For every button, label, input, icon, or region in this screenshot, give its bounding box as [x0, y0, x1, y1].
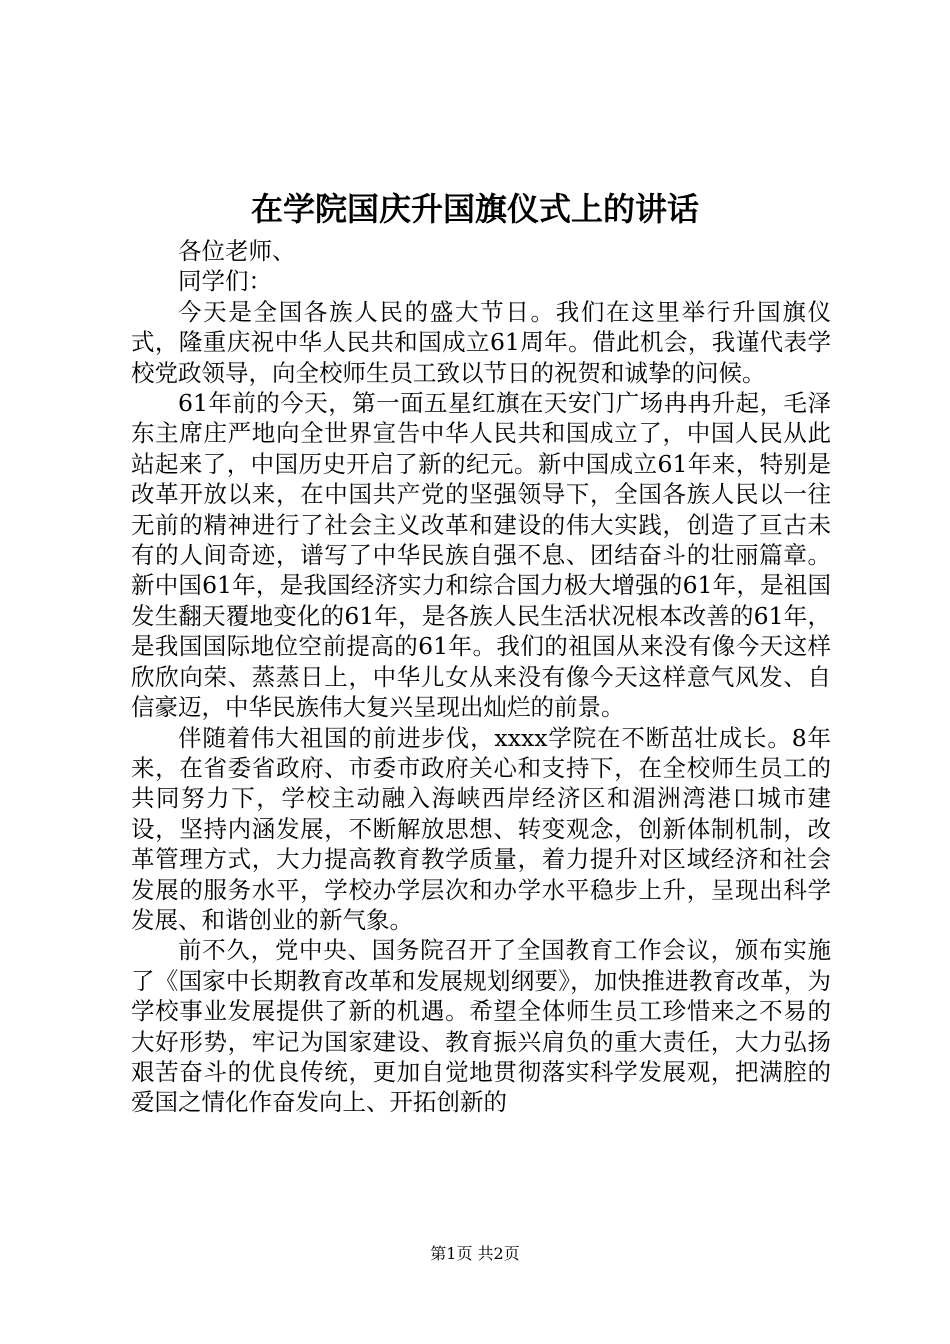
paragraph-1: 今天是全国各族人民的盛大节日。我们在这里举行升国旗仪式，隆重庆祝中华人民共和国成立61周年。借此机会，我谨代表学校党政领导，向全校师生员工致以节日的祝贺和诚挚的问候。: [131, 297, 831, 387]
page-number-footer: 第1页 共2页: [430, 1244, 520, 1263]
paragraph-3: 伴随着伟大祖国的前进步伐，xxxx学院在不断茁壮成长。8年来，在省委省政府、市委市政府关心和支持下，在全校师生员工的共同努力下，学校主动融入海峡西岸经济区和湄洲湾港口城市建设，坚持内涵发展，不断解放思想、转变观念，创新体制机制，改革管理方式，大力提高教育教学质量，着力提升对区域经济和社会发展的服务水平，学校办学层次和办学水平稳步上升，呈现出科学发展、和谐创业的新气象。: [131, 723, 831, 934]
document-title: 在学院国庆升国旗仪式上的讲话: [250, 190, 699, 228]
paragraph-2: 61年前的今天，第一面五星红旗在天安门广场冉冉升起，毛泽东主席庄严地向全世界宣告中华人民共和国成立了，中国人民从此站起来了，中国历史开启了新的纪元。新中国成立61年来，特别是改革开放以来，在中国共产党的坚强领导下，全国各族人民以一往无前的精神进行了社会主义改革和建设的伟大实践，创造了亘古未有的人间奇迹，谱写了中华民族自强不息、团结奋斗的壮丽篇章。新中国61年，是我国经济实力和综合国力极大增强的61年，是祖国发生翻天覆地变化的61年，是各族人民生活状况根本改善的61年，是我国国际地位空前提高的61年。我们的祖国从来没有像今天这样欣欣向荣、蒸蒸日上，中华儿女从来没有像今天这样意气风发、自信豪迈，中华民族伟大复兴呈现出灿烂的前景。: [131, 389, 831, 722]
document-body: [131, 236, 831, 1118]
paragraph-4: 前不久，党中央、国务院召开了全国教育工作会议，颁布实施了《国家中长期教育改革和发展规划纲要》，加快推进教育改革，为学校事业发展提供了新的机遇。希望全体师生员工珍惜来之不易的大好形势，牢记为国家建设、教育振兴肩负的重大责任，大力弘扬艰苦奋斗的优良传统，更加自觉地贯彻落实科学发展观，把满腔的爱国之情化作奋发向上、开拓创新的: [131, 936, 831, 1117]
salutation-line-1: 各位老师、: [178, 237, 296, 265]
salutation-line-2: 同学们：: [178, 267, 272, 296]
